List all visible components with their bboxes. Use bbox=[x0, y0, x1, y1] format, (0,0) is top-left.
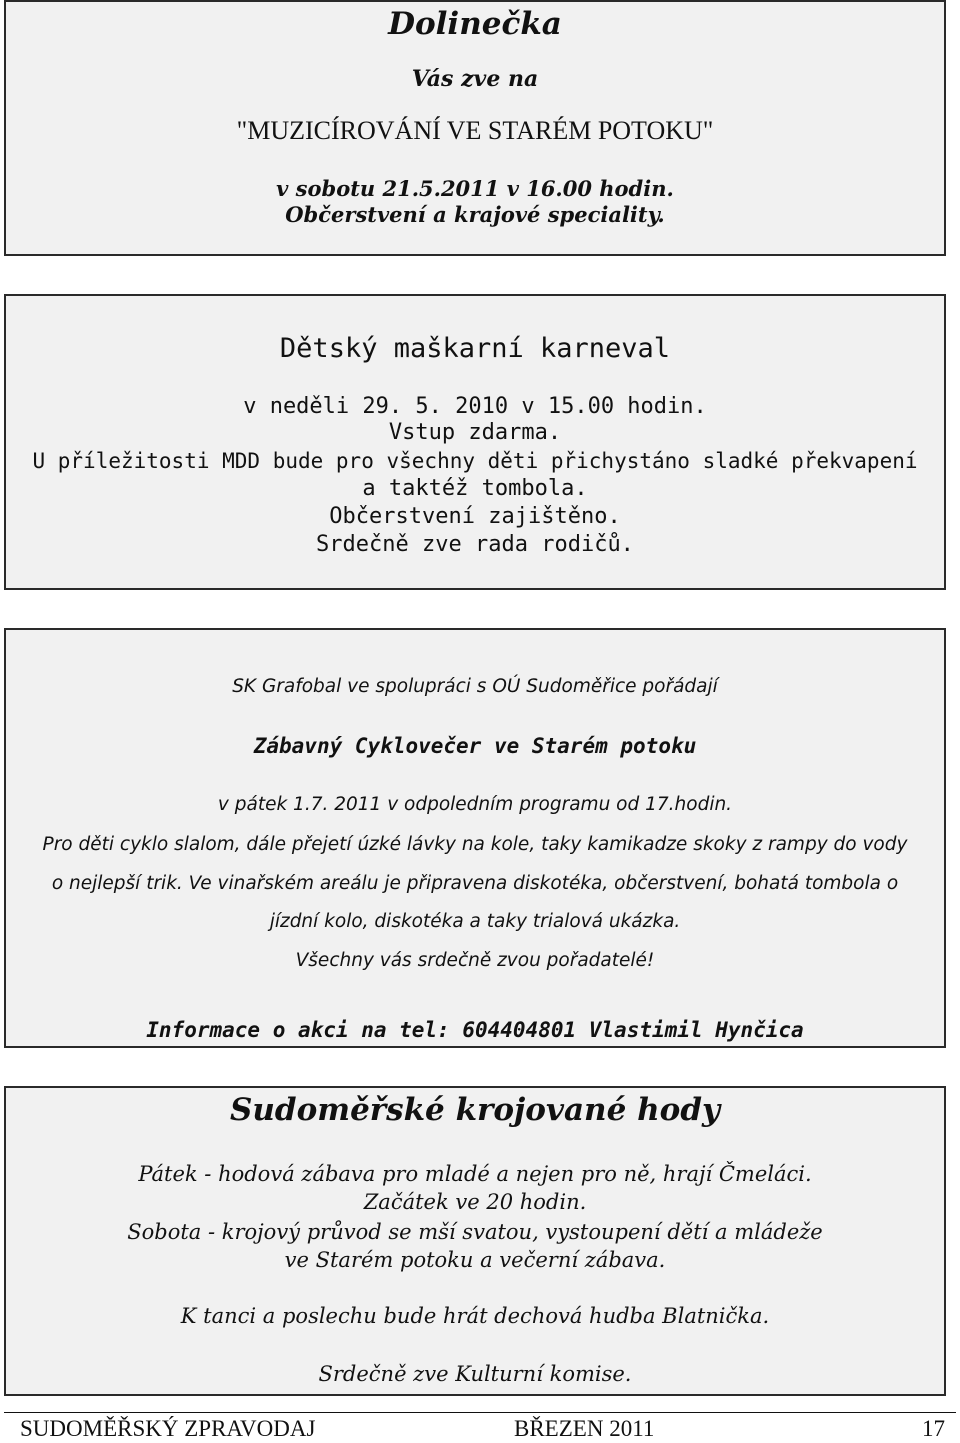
event-line: Vstup zdarma. bbox=[388, 420, 562, 445]
event-line: Srdečně zve rada rodičů. bbox=[316, 532, 634, 557]
event-date: v pátek 1.7. 2011 v odpoledním programu od 17.hodin. bbox=[217, 794, 733, 815]
event-line: v neděli 29. 5. 2010 v 15.00 hodin. bbox=[243, 394, 707, 419]
event-refreshments: Občerstvení a krajové speciality. bbox=[285, 202, 665, 227]
event-line: ve Starém potoku a večerní zábava. bbox=[284, 1248, 666, 1272]
event-date: v sobotu 21.5.2011 v 16.00 hodin. bbox=[276, 176, 674, 201]
event-invite: Všechny vás srdečně zvou pořadatelé! bbox=[295, 950, 655, 971]
event-title: "MUZICÍROVÁNÍ VE STARÉM POTOKU" bbox=[236, 116, 714, 145]
event-description: Pro děti cyklo slalom, dále přejetí úzké lávky na kole, taky kamikadze skoky z rampy do vody bbox=[42, 834, 908, 855]
footer-divider bbox=[4, 1412, 956, 1413]
invite-text: Vás zve na bbox=[411, 66, 539, 92]
contact-info: Informace o akci na tel: 604404801 Vlastimil Hynčica bbox=[146, 1018, 804, 1042]
event-title: Dětský maškarní karneval bbox=[279, 333, 671, 364]
event-box-cyklovecer bbox=[4, 628, 946, 1048]
event-line: U příležitosti MDD bude pro všechny děti přichystáno sladké překvapení bbox=[32, 449, 918, 473]
event-box-muzicirovani bbox=[4, 0, 946, 256]
publication-name: SUDOMĚŘSKÝ ZPRAVODAJ bbox=[20, 1416, 316, 1441]
event-music: K tanci a poslechu bude hrát dechová hudba Blatnička. bbox=[180, 1304, 770, 1328]
event-line: a taktéž tombola. bbox=[362, 476, 588, 501]
event-box-karneval bbox=[4, 294, 946, 590]
event-title: Sudoměřské krojované hody bbox=[229, 1092, 721, 1128]
event-line: Občerstvení zajištěno. bbox=[329, 504, 621, 529]
event-description: jízdní kolo, diskotéka a taky trialová ukázka. bbox=[269, 911, 681, 932]
event-invite: Srdečně zve Kulturní komise. bbox=[318, 1362, 632, 1386]
event-description: o nejlepší trik. Ve vinařském areálu je připravena diskotéka, občerstvení, bohatá tombola o bbox=[51, 873, 899, 894]
organizer-text: SK Grafobal ve spolupráci s OÚ Sudoměřice pořádají bbox=[232, 676, 718, 697]
event-title: Zábavný Cyklovečer ve Starém potoku bbox=[253, 734, 697, 758]
event-box-hody bbox=[4, 1086, 946, 1396]
event-line: Pátek - hodová zábava pro mladé a nejen pro ně, hrají Čmeláci. bbox=[138, 1162, 812, 1186]
issue-date: BŘEZEN 2011 bbox=[514, 1416, 655, 1441]
organizer-title: Dolinečka bbox=[388, 6, 562, 42]
page-number: 17 bbox=[922, 1416, 945, 1441]
event-line: Sobota - krojový průvod se mší svatou, vystoupení dětí a mládeže bbox=[127, 1220, 823, 1244]
event-line: Začátek ve 20 hodin. bbox=[363, 1190, 587, 1214]
